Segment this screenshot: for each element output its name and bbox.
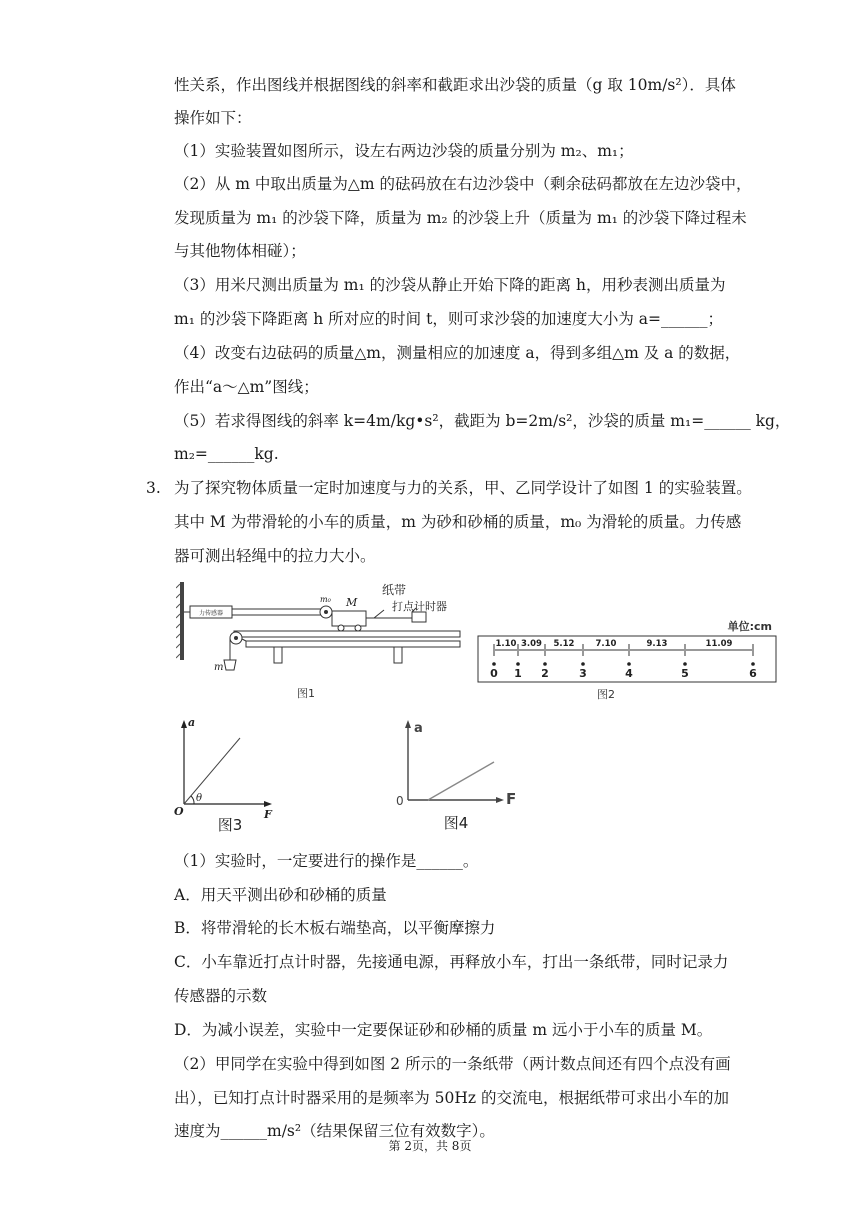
tape-point-label: 0 — [490, 667, 498, 680]
figure-4-graph — [392, 716, 522, 836]
m-label: m — [214, 662, 224, 673]
figure-2-caption: 图2 — [597, 688, 615, 701]
figure-4-caption: 图4 — [443, 814, 469, 832]
tape-segment-label: 9.13 — [646, 639, 668, 649]
text-line-15: 器可测出轻绳中的拉力大小。 — [174, 547, 376, 565]
text-line-4: （2）从 m 中取出质量为△m 的砝码放在右边沙袋中（剩余砝码都放在左边沙袋中， — [174, 175, 752, 193]
tape-dot — [492, 662, 496, 666]
tape-segment-label: 3.09 — [521, 639, 542, 649]
page-footer: 第 2页，共 8页 — [388, 1139, 472, 1153]
text-line-5: 发现质量为 m₁ 的沙袋下降，质量为 m₂ 的沙袋上升（质量为 m₁ 的沙袋下降过程未 — [174, 209, 747, 227]
tape-point-label: 4 — [625, 667, 633, 680]
figure-1-apparatus — [176, 578, 466, 704]
tape-point-label: 1 — [514, 667, 522, 680]
tape-point-label: 2 — [541, 667, 549, 680]
text-line-3: （1）实验装置如图所示，设左右两边沙袋的质量分别为 m₂、m₁； — [174, 142, 634, 160]
fig4-a-label: a — [414, 721, 423, 736]
text-line-17: （2）甲同学在实验中得到如图 2 所示的一条纸带（两计数点间还有四个点没有画 — [174, 1055, 731, 1073]
figure-1-caption: 图1 — [297, 687, 315, 700]
tape-segment-label: 7.10 — [595, 639, 617, 649]
text-line-1: 性关系，作出图线并根据图线的斜率和截距求出沙袋的质量（g 取 10m/s²）．具体 — [174, 76, 736, 94]
text-line-6: 与其他物体相碰）； — [174, 242, 306, 260]
text-line-16: （1）实验时，一定要进行的操作是______。 — [174, 852, 479, 870]
text-line-13: 为了探究物体质量一定时加速度与力的关系，甲、乙同学设计了如图 1 的实验装置。 — [174, 479, 752, 497]
timer-label: 打点计时器 — [392, 600, 447, 613]
figure-3-caption: 图3 — [217, 816, 243, 834]
option-c: C．小车靠近打点计时器，先接通电源，再释放小车，打出一条纸带，同时记录力 — [174, 953, 729, 971]
fig4-origin: 0 — [396, 794, 404, 808]
M-label: M — [346, 596, 358, 609]
tape-dot — [543, 662, 547, 666]
text-line-14: 其中 M 为带滑轮的小车的质量，m 为砂和砂桶的质量，m₀ 为滑轮的质量。力传感 — [174, 513, 742, 531]
tape-segment-label: 11.09 — [705, 639, 733, 649]
unit-label: 单位:cm — [727, 620, 772, 633]
force-sensor-label: 力传感器 — [198, 610, 224, 617]
text-line-11: （5）若求得图线的斜率 k=4m/kg•s²，截距为 b=2m/s²，沙袋的质量 m₁=______ kg， — [174, 412, 791, 430]
fig4-F-label: F — [506, 790, 517, 808]
tape-label: 纸带 — [382, 583, 407, 597]
text-line-9: （4）改变右边砝码的质量△m，测量相应的加速度 a，得到多组△m 及 a 的数据， — [174, 344, 741, 362]
text-line-12: m₂=______kg. — [174, 445, 279, 463]
text-line-8: m₁ 的沙袋下降距离 h 所对应的时间 t，则可求沙袋的加速度大小为 a=______； — [174, 310, 723, 328]
option-b: B．将带滑轮的长木板右端垫高，以平衡摩擦力 — [174, 919, 496, 937]
tape-dot — [683, 662, 687, 666]
tape-dot — [751, 662, 755, 666]
tape-dot — [581, 662, 585, 666]
fig3-origin: O — [174, 805, 184, 818]
text-line-2: 操作如下： — [174, 109, 252, 127]
option-c-cont: 传感器的示数 — [174, 987, 268, 1005]
figure-2-tape — [476, 620, 778, 704]
fig3-F-label: F — [264, 808, 272, 821]
text-line-18: 出），已知打点计时器采用的是频率为 50Hz 的交流电，根据纸带可求出小车的加 — [174, 1089, 730, 1107]
tape-dot — [516, 662, 520, 666]
text-line-10: 作出“a～△m”图线； — [174, 378, 319, 396]
option-d: D．为减小误差，实验中一定要保证砂和砂桶的质量 m 远小于小车的质量 M。 — [174, 1021, 713, 1039]
option-a: A．用天平测出砂和砂桶的质量 — [174, 886, 387, 904]
m0-label: m₀ — [320, 595, 331, 604]
tape-point-label: 3 — [579, 667, 587, 680]
tape-segment-label: 5.12 — [553, 639, 575, 649]
text-line-19: 速度为______m/s²（结果保留三位有效数字）。 — [174, 1122, 495, 1140]
tape-segment-label: 1.10 — [495, 639, 517, 649]
question-number: 3. — [146, 479, 161, 497]
fig3-a-label: a — [188, 716, 196, 729]
fig3-theta: θ — [196, 793, 203, 804]
tape-point-label: 5 — [681, 667, 689, 680]
tape-dot — [627, 662, 631, 666]
figure-3-graph — [168, 716, 278, 836]
text-line-7: （3）用米尺测出质量为 m₁ 的沙袋从静止开始下降的距离 h，用秒表测出质量为 — [174, 276, 726, 294]
tape-point-label: 6 — [749, 667, 757, 680]
